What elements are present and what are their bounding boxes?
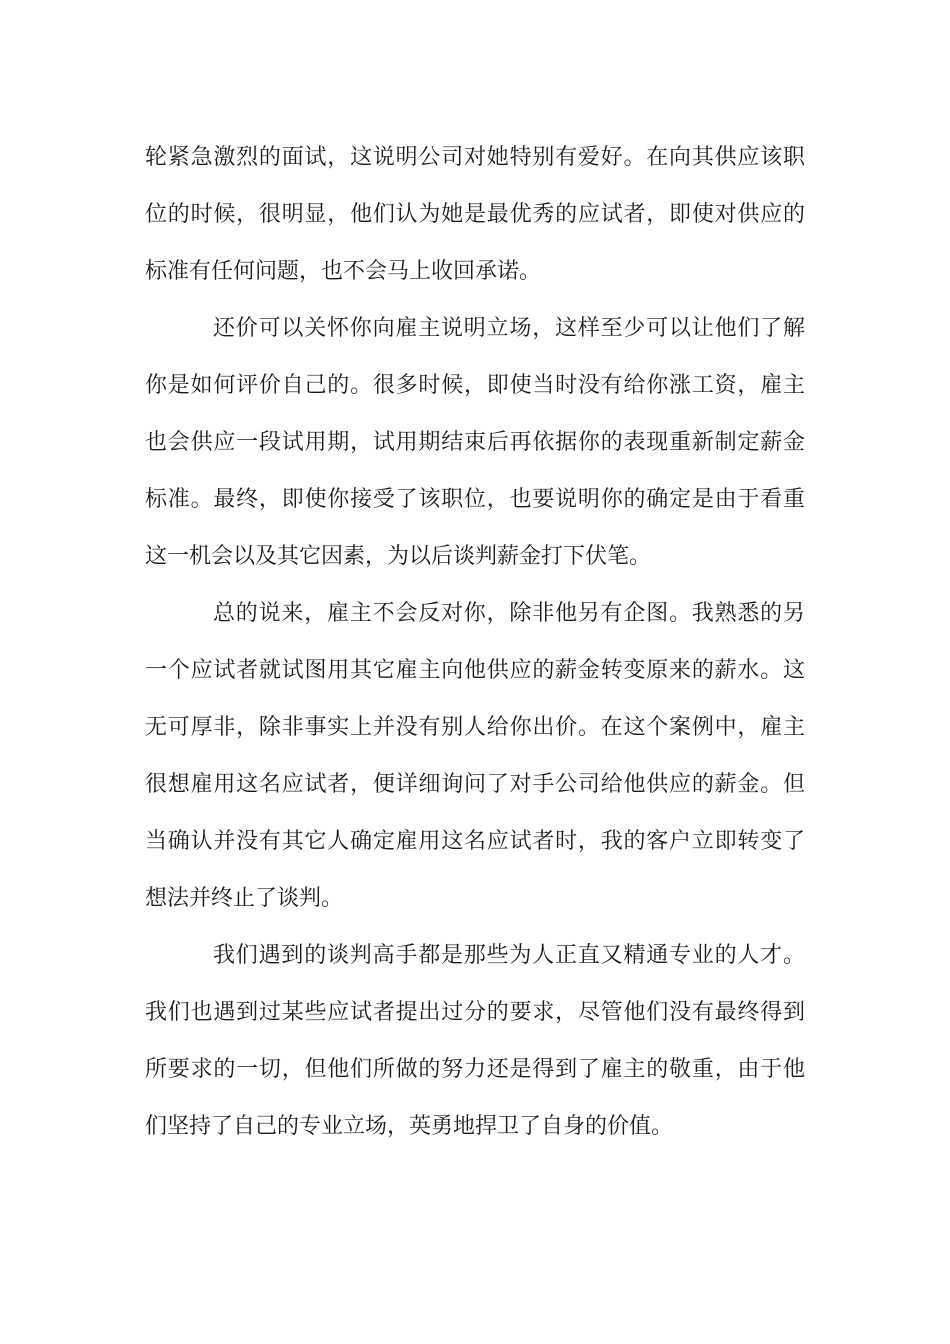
text-line: 位的时候，很明显，他们认为她是最优秀的应试者，即使对供应的: [145, 202, 805, 227]
text-line: 这一机会以及其它因素，为以后谈判薪金打下伏笔。: [145, 544, 652, 569]
paragraph-2: [145, 300, 805, 585]
text-line: 还价可以关怀你向雇主说明立场，这样至少可以让他们了解: [213, 316, 805, 341]
text-line: 一个应试者就试图用其它雇主向他供应的薪金转变原来的薪水。这: [145, 658, 805, 683]
text-line: 标准有任何问题，也不会马上收回承诺。: [145, 259, 542, 284]
text-line: 轮紧急激烈的面试，这说明公司对她特别有爱好。在向其供应该职: [145, 145, 805, 170]
text-line: 当确认并没有其它人确定雇用这名应试者时，我的客户立即转变了: [145, 829, 805, 854]
text-line: 们坚持了自己的专业立场，英勇地捍卫了自身的价值。: [145, 1114, 674, 1139]
text-line: 所要求的一切，但他们所做的努力还是得到了雇主的敬重，由于他: [145, 1057, 805, 1082]
text-line: 无可厚非，除非事实上并没有别人给你出价。在这个案例中，雇主: [145, 715, 805, 740]
paragraph-1: [145, 129, 805, 300]
text-line: 想法并终止了谈判。: [145, 886, 344, 911]
body-text: [145, 129, 805, 1155]
paragraph-4: [145, 927, 805, 1155]
text-line: 我们也遇到过某些应试者提出过分的要求，尽管他们没有最终得到: [145, 1000, 805, 1025]
text-line: 总的说来，雇主不会反对你，除非他另有企图。我熟悉的另: [213, 601, 805, 626]
text-line: 你是如何评价自己的。很多时候，即使当时没有给你涨工资，雇主: [145, 373, 805, 398]
text-line: 很想雇用这名应试者，便详细询问了对手公司给他供应的薪金。但: [145, 772, 805, 797]
text-line: 标准。最终，即使你接受了该职位，也要说明你的确定是由于看重: [145, 487, 805, 512]
paragraph-3: [145, 585, 805, 927]
text-line: 也会供应一段试用期，试用期结束后再依据你的表现重新制定薪金: [145, 430, 805, 455]
text-line: 我们遇到的谈判高手都是那些为人正直又精通专业的人才。: [213, 943, 805, 968]
